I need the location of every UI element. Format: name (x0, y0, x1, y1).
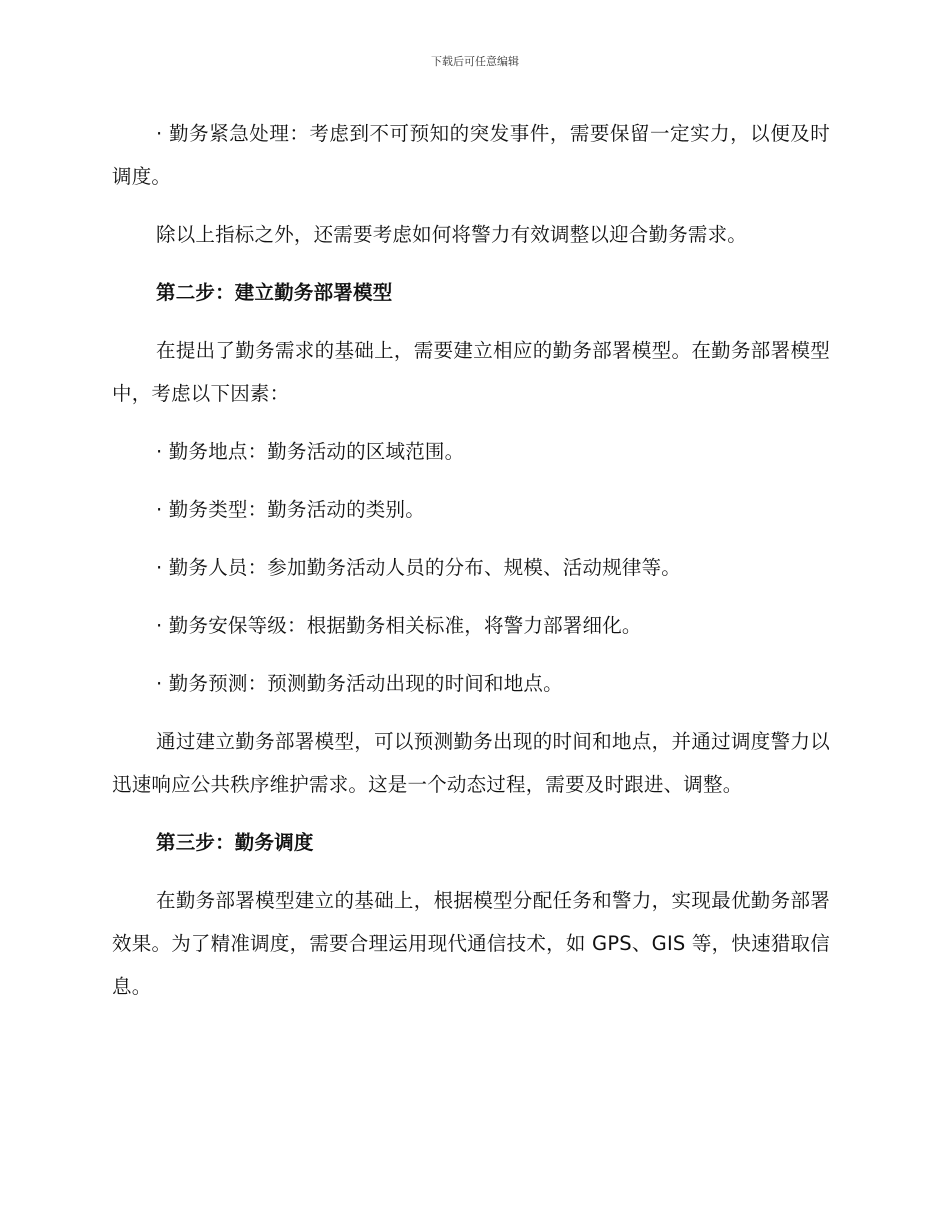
paragraph-emergency-handling: · 勤务紧急处理：考虑到不可预知的突发事件，需要保留一定实力，以便及时调度。 (112, 122, 830, 188)
document-body (112, 112, 830, 1008)
paragraph-dispatch: 在勤务部署模型建立的基础上，根据模型分配任务和警力，实现最优勤务部署效果。为了精准调度，需要合理运用现代通信技术，如 GPS、GIS 等，快速猎取信息。 (112, 889, 830, 998)
bullet-personnel: · 勤务人员：参加勤务活动人员的分布、规模、活动规律等。 (156, 556, 681, 579)
paragraph-model-summary: 通过建立勤务部署模型，可以预测勤务出现的时间和地点，并通过调度警力以迅速响应公共秩序维护需求。这是一个动态过程，需要及时跟进、调整。 (112, 730, 830, 796)
heading-step-two: 第二步：建立勤务部署模型 (156, 281, 393, 304)
paragraph-beyond-indicators: 除以上指标之外，还需要考虑如何将警力有效调整以迎合勤务需求。 (156, 223, 748, 246)
bullet-forecast: · 勤务预测：预测勤务活动出现的时间和地点。 (156, 672, 563, 695)
bullet-location: · 勤务地点：勤务活动的区域范围。 (156, 440, 465, 463)
paragraph-model-intro: 在提出了勤务需求的基础上，需要建立相应的勤务部署模型。在勤务部署模型中，考虑以下因素： (112, 339, 830, 405)
bullet-type: · 勤务类型：勤务活动的类别。 (156, 498, 425, 521)
page-header: 下载后可任意编辑 (431, 55, 519, 68)
bullet-security-level: · 勤务安保等级：根据勤务相关标准，将警力部署细化。 (156, 614, 642, 637)
heading-step-three: 第三步：勤务调度 (156, 831, 314, 854)
